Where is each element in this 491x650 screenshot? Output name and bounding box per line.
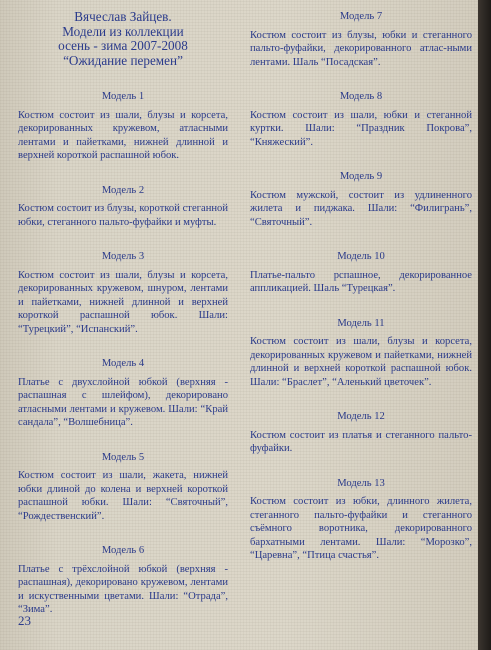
model-title: Модель 5	[101, 451, 145, 463]
model-entry	[250, 170, 472, 229]
model-title: Модель 7	[339, 11, 383, 22]
header-author: Вячеслав Зайцев.	[74, 9, 172, 24]
model-entry	[250, 10, 472, 69]
model-entry	[18, 184, 228, 230]
model-entry	[18, 451, 228, 524]
model-title: Модель 9	[339, 171, 383, 182]
model-title: Модель 13	[337, 477, 385, 489]
model-title: Модель 8	[339, 91, 383, 102]
model-description: Платье с трёхслойной юбкой (верхняя - распашная), декорировано кружевом, лентами и искуственными цветами. Шали: “Отрада”, “Зима”.	[18, 563, 228, 615]
right-column	[250, 10, 472, 584]
model-title: Модель 4	[101, 358, 145, 369]
model-description: Костюм состоит из шали, блузы и корсета, декорированных кружевом и пайетками, нижней длинной и верхней короткой распашной юбок. Шали: “Браслет”, “Аленький цветочек”.	[250, 336, 472, 388]
book-edge	[478, 0, 491, 650]
header-season: осень - зима 2007-2008	[58, 38, 188, 53]
model-description: Костюм мужской, состоит из удлиненного жилета и пиджака. Шали: “Филигрань”, “Святочный”.	[250, 189, 472, 228]
model-title: Модель 3	[101, 251, 145, 262]
model-description: Костюм состоит из блузы, юбки и стеганного пальто-фуфайки, декорированного атлас-ными лентами. Шаль “Посадская”.	[250, 29, 472, 68]
model-description: Костюм состоит из шали, юбки и стеганной куртки. Шали: “Праздник Покрова”, “Княжеский”.	[250, 109, 472, 148]
model-entry	[250, 250, 472, 296]
page-number: 23	[18, 613, 31, 628]
model-title: Модель 11	[337, 317, 385, 329]
model-description: Костюм состоит из шали, блузы и корсета, декорированных кружевом, атласными лентами и пайетками, нижней длинной и верхней короткой распашной юбок.	[18, 109, 228, 161]
model-entry	[18, 250, 228, 336]
header-collection-name: “Ожидание перемен”	[63, 52, 183, 68]
model-description: Костюм состоит из шали, жакета, нижней юбки длиной до колена и верхней короткой распашной юбки. Шали: “Святочный”, “Рождественский”.	[18, 470, 228, 522]
model-description: Платье с двухслойной юбкой (верхняя - распашная с шлейфом), декорировано атласными лентами и кружевом. Шали: “Край сандала”, “Волшебница”.	[18, 376, 228, 428]
model-entry	[250, 410, 472, 456]
model-entry	[18, 357, 228, 430]
model-title: Модель 6	[101, 545, 145, 556]
left-column	[18, 10, 228, 638]
model-description: Костюм состоит из блузы, короткой стеганной юбки, стеганного пальто-фуфайки и муфты.	[18, 203, 228, 228]
model-entry	[250, 317, 472, 390]
model-title: Модель 1	[101, 91, 145, 102]
model-description: Костюм состоит из юбки, длинного жилета, стеганного пальто-фуфайки и стеганного съёмного воротника, декорированного бархатными лентами. Шали: “Морозко”, “Царевна”, “Птица счастья”.	[250, 496, 472, 561]
model-title: Модель 10	[337, 251, 385, 262]
model-description: Платье-пальто рспашное, декорированное аппликацией. Шаль “Турецкая”.	[250, 269, 472, 294]
model-description: Костюм состоит из платья и стеганного пальто-фуфайки.	[250, 429, 472, 454]
model-entry	[250, 477, 472, 563]
model-description: Костюм состоит из шали, блузы и корсета, декорированных кружевом, шнуром, лентами и пайетками, нижней длинной и верхней короткой распашной юбок. Шали: “Турецкий”, “Испанский”.	[18, 269, 228, 335]
model-entry	[18, 544, 228, 617]
model-entry	[250, 90, 472, 149]
model-title: Модель 12	[337, 411, 385, 422]
model-entry	[18, 90, 228, 163]
collection-header	[18, 10, 228, 68]
header-collection: Модели из коллекции	[62, 23, 184, 39]
model-title: Модель 2	[101, 184, 145, 196]
